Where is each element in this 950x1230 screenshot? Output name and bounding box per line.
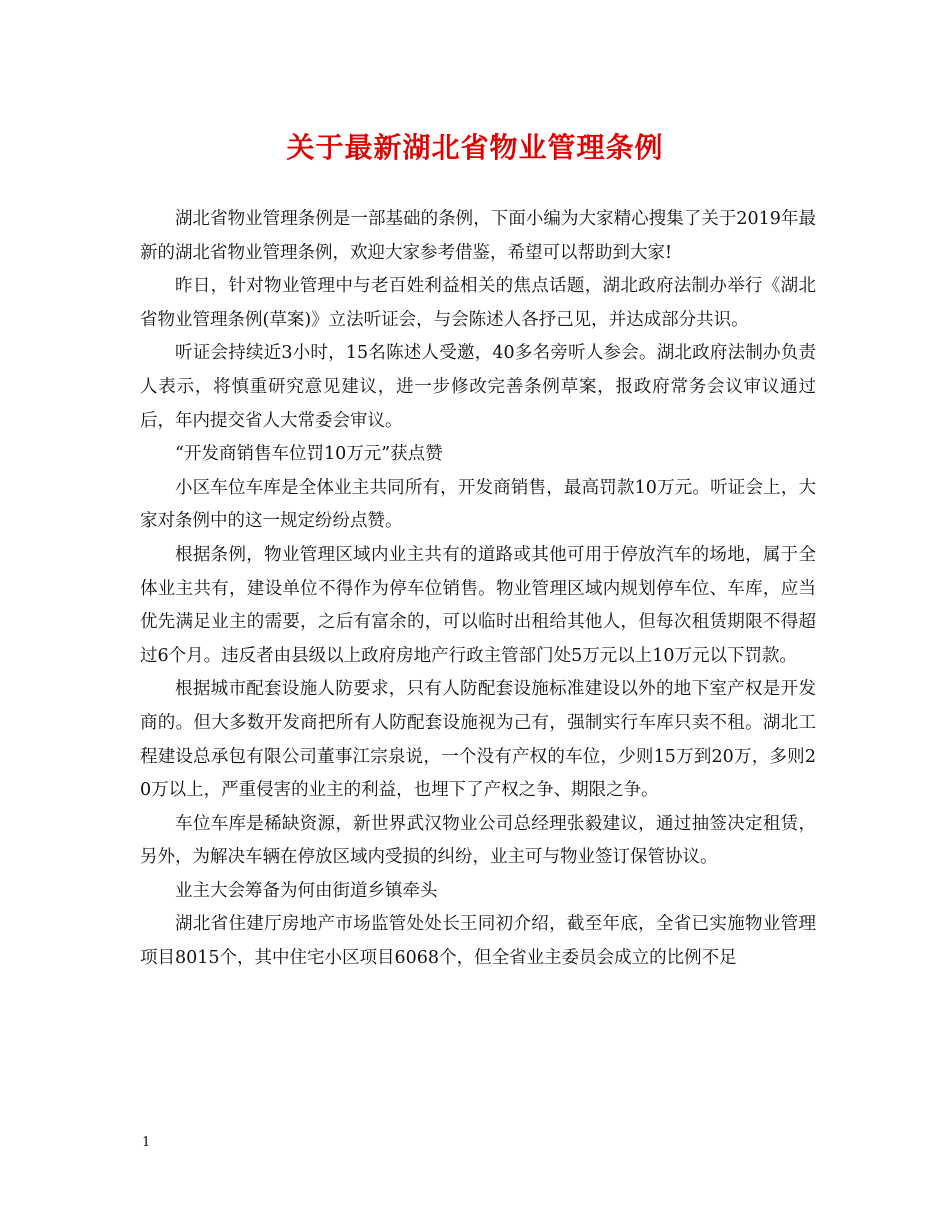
section-heading-owners-assembly: 业主大会筹备为何由街道乡镇牵头	[175, 880, 438, 901]
paragraph-parking-ownership: 小区车位车库是全体业主共同所有，开发商销售，最高罚款10万元。听证会上，大家对条例中的这一规定纷纷点赞。	[140, 477, 816, 532]
paragraph-civil-defense: 根据城市配套设施人防要求，只有人防配套设施标准建设以外的地下室产权是开发商的。但大多数开发商把所有人防配套设施视为己有，强制实行车库只卖不租。湖北工程建设总承包有限公司董事江宗泉说，一个没有产权的车位，少则15万到20万，多则20万以上，严重侵害的业主的利益，也埋下了产权之争、期限之争。	[140, 679, 816, 801]
paragraph-hearing-held: 昨日，针对物业管理中与老百姓利益相关的焦点话题，湖北政府法制办举行《湖北省物业管理条例(草案)》立法听证会，与会陈述人各抒己见，并达成部分共识。	[140, 276, 816, 330]
page-number: 1	[142, 1135, 151, 1150]
paragraph-regulation-details: 根据条例，物业管理区域内业主共有的道路或其他可用于停放汽车的场地，属于全体业主共有，建设单位不得作为停车位销售。物业管理区域内规划停车位、车库，应当优先满足业主的需要，之后有富余的，可以临时出租给其他人，但每次租赁期限不得超过6个月。违反者由县级以上政府房地产行政主管部门处5万元以上10万元以下罚款。	[140, 544, 816, 666]
document-title: 关于最新湖北省物业管理条例	[286, 131, 664, 164]
paragraph-hearing-details: 听证会持续近3小时，15名陈述人受邀，40多名旁听人参会。湖北政府法制办负责人表示，将慎重研究意见建议，进一步修改完善条例草案，报政府常务会议审议通过后，年内提交省人大常委会审议。	[140, 343, 816, 431]
paragraph-intro: 湖北省物业管理条例是一部基础的条例，下面小编为大家精心搜集了关于2019年最新的湖北省物业管理条例，欢迎大家参考借鉴，希望可以帮助到大家!	[140, 209, 816, 263]
section-heading-parking-fine: “开发商销售车位罚10万元”获点赞	[175, 444, 443, 465]
document-body	[140, 203, 816, 976]
paragraph-project-statistics: 湖北省住建厅房地产市场监管处处长王同初介绍，截至年底，全省已实施物业管理项目8015个，其中住宅小区项目6068个，但全省业主委员会成立的比例不足	[140, 914, 816, 969]
paragraph-lottery-suggestion: 车位车库是稀缺资源，新世界武汉物业公司总经理张毅建议，通过抽签决定租赁，另外，为解决车辆在停放区域内受损的纠纷，业主可与物业签订保管协议。	[140, 813, 816, 868]
